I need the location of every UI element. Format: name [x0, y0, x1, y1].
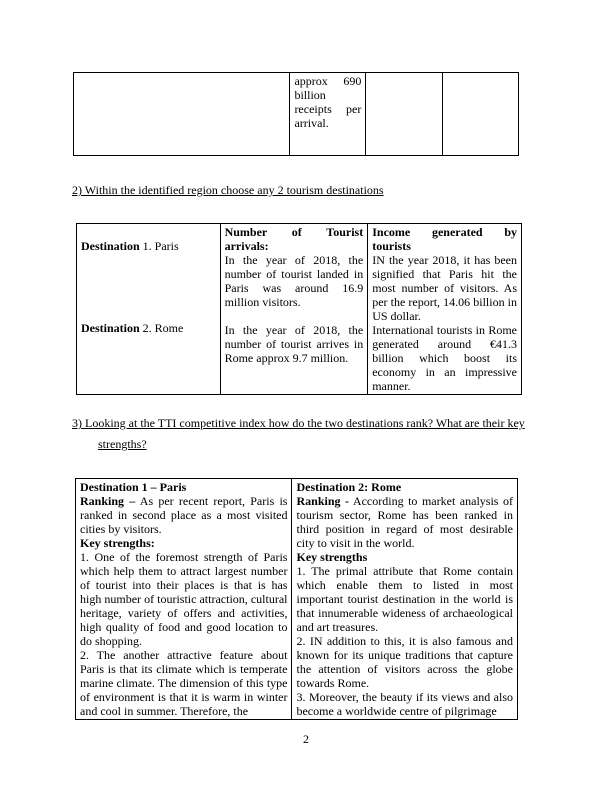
dest-row2-label: Destination 2. Rome: [81, 321, 184, 335]
paris-strength-2: 2. The another attractive feature about Paris is that its climate which is temperate marine climate. The dimension of this type of environment is that it is warm in winter and cool in summer. Therefore, the: [80, 648, 288, 718]
destinations-table: [76, 223, 522, 395]
top-table-cell-1: [74, 73, 290, 156]
question-3: 3) Looking at the TTI competitive index how do the two destinations rank? What are their key strengths?: [72, 416, 525, 451]
paris-header: Destination 1 – Paris: [80, 480, 187, 494]
rome-income: International tourists in Rome generated around €41.3 billion which boost its economy in an impressive manner.: [372, 323, 517, 393]
paris-strengths-header: Key strengths:: [80, 536, 155, 550]
tti-table: [75, 478, 518, 720]
page-number: 2: [303, 732, 309, 746]
rome-strength-1: 1. The primal attribute that Rome contain which enable them to listed in most important tourist destination in the world is that innumerable wideness of archaeological and art treasures.: [296, 564, 513, 634]
rome-strength-2: 2. IN addition to this, it is also famous and known for its unique traditions that capture the attention of visitors across the globe towards Rome.: [296, 634, 513, 690]
top-table-cell-2: approx 690 billion receipts per arrival.: [290, 73, 366, 156]
paris-ranking: Ranking – As per recent report, Paris is ranked in second place as a most visited cities by visitors.: [80, 494, 288, 536]
arrivals-header: Number of Tourist arrivals:: [224, 225, 364, 253]
rome-arrivals: In the year of 2018, the number of tourist arrives in Rome approx 9.7 million.: [224, 323, 364, 365]
top-table-cell-3: [366, 73, 443, 156]
paris-arrivals: In the year of 2018, the number of tourist landed in Paris was around 16.9 million visitors.: [224, 253, 364, 309]
top-table-cell-4: [443, 73, 519, 156]
question-2: 2) Within the identified region choose any 2 tourism destinations: [72, 183, 384, 197]
rome-strength-3: 3. Moreover, the beauty if its views and also become a worldwide centre of pilgrimage: [296, 690, 513, 718]
dest-row1-label: Destination 1. Paris: [81, 239, 179, 253]
dest-col2: [220, 224, 368, 395]
rome-header: Destination 2: Rome: [296, 480, 402, 494]
paris-strength-1: 1. One of the foremost strength of Paris which help them to attract largest number of tourist into their places is that is has high number of touristic attraction, cultural heritage, variety of offers and activities, high quality of food and good location to do shopping.: [80, 550, 288, 648]
top-table: [73, 72, 519, 156]
rome-ranking: Ranking - According to market analysis of tourism sector, Rome has been ranked in third position in regard of most desirable city to visit in the world.: [296, 494, 513, 550]
dest-col1: [77, 224, 221, 395]
dest-col3: [368, 224, 522, 395]
rome-strengths-header: Key strengths: [296, 550, 368, 564]
income-header: Income generated by tourists: [372, 225, 517, 253]
paris-column: [76, 479, 292, 720]
rome-column: [292, 479, 518, 720]
paris-income: IN the year 2018, it has been signified that Paris hit the most number of visitors. As per the report, 14.06 billion in US dollar.: [372, 253, 517, 323]
